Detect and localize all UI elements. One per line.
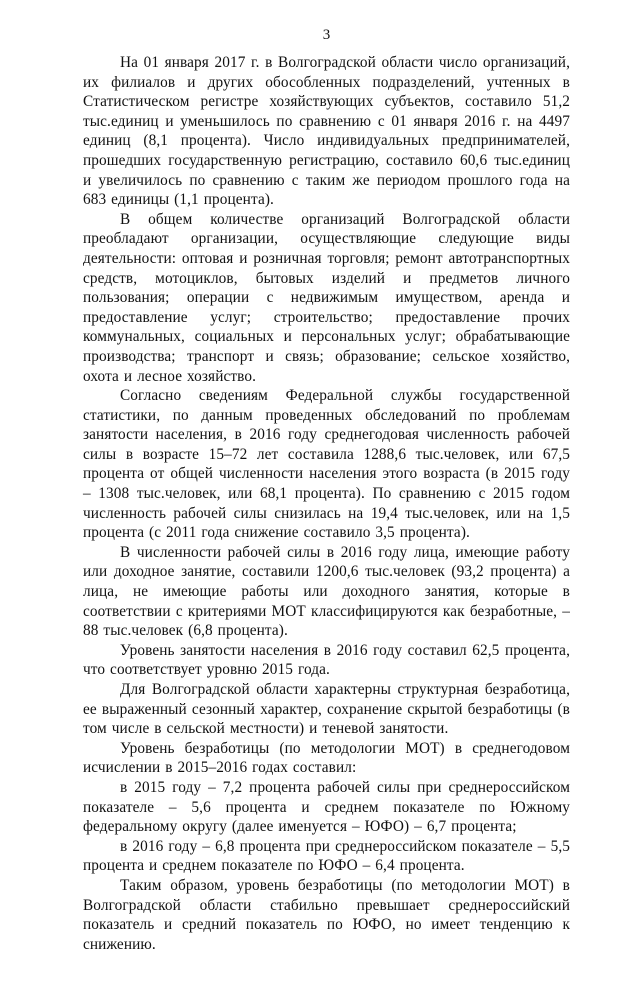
paragraph: в 2015 году – 7,2 процента рабочей силы при среднероссийском показателе – 5,6 процента и среднем показателе по Южному федеральному округу (далее именуется – ЮФО) – 6,7 процента; — [83, 778, 570, 836]
paragraph: Таким образом, уровень безработицы (по методологии МОТ) в Волгоградской области стабильно превышает среднероссийский показатель и средний показатель по ЮФО, но имеет тенденцию к снижению. — [83, 876, 570, 953]
paragraph: На 01 января 2017 г. в Волгоградской области число организаций, их филиалов и других обособленных подразделений, учтенных в Статистическом регистре хозяйствующих субъектов, составило 51,2 тыс.единиц и уменьшилось по сравнению с 01 января 2016 г. на 4497 единиц (8,1 процента). Число индивидуальных предпринимателей, прошедших государственную регистрацию, составило 60,6 тыс.единиц и увеличилось по сравнению с таким же периодом прошлого года на 683 единицы (1,1 процента). — [83, 54, 570, 209]
paragraph: Уровень занятости населения в 2016 году составил 62,5 процента, что соответствует уровню 2015 года. — [83, 641, 570, 679]
page-number: 3 — [322, 27, 331, 43]
paragraph: В численности рабочей силы в 2016 году лица, имеющие работу или доходное занятие, составили 1200,6 тыс.человек (93,2 процента) а лица, не имеющие работы или доходного занятия, которые в соответствии с критериями МОТ классифицируются как безработные, – 88 тыс.человек (6,8 процента). — [83, 543, 570, 640]
paragraph: в 2016 году – 6,8 процента при среднероссийском показателе – 5,5 процента и среднем показателе по ЮФО – 6,4 процента. — [83, 837, 570, 875]
paragraph: Согласно сведениям Федеральной службы государственной статистики, по данным проведенных обследований по проблемам занятости населения, в 2016 году среднегодовая численность рабочей силы в возрасте 15–72 лет составила 1288,6 тыс.человек, или 67,5 процента от общей численности населения этого возраста (в 2015 году – 1308 тыс.человек, или 68,1 процента). По сравнению с 2015 годом численность рабочей силы снизилась на 19,4 тыс.человек, или на 1,5 процента (с 2011 года снижение составило 3,5 процента). — [83, 387, 570, 542]
paragraph: Для Волгоградской области характерны структурная безработица, ее выраженный сезонный характер, сохранение скрытой безработицы (в том числе в сельской местности) и теневой занятости. — [83, 681, 570, 738]
paragraph: В общем количестве организаций Волгоградской области преобладают организации, осуществляющие следующие виды деятельности: оптовая и розничная торговля; ремонт автотранспортных средств, мотоциклов, бытовых изделий и предметов личного пользования; операции с недвижимым имуществом, аренда и предоставление услуг; строительство; предоставление прочих коммунальных, социальных и персональных услуг; обрабатывающие производства; транспорт и связь; образование; сельское хозяйство, охота и лесное хозяйство. — [83, 210, 570, 385]
paragraph: Уровень безработицы (по методологии МОТ) в среднегодовом исчислении в 2015–2016 годах составил: — [83, 739, 570, 777]
document-body — [83, 53, 570, 954]
